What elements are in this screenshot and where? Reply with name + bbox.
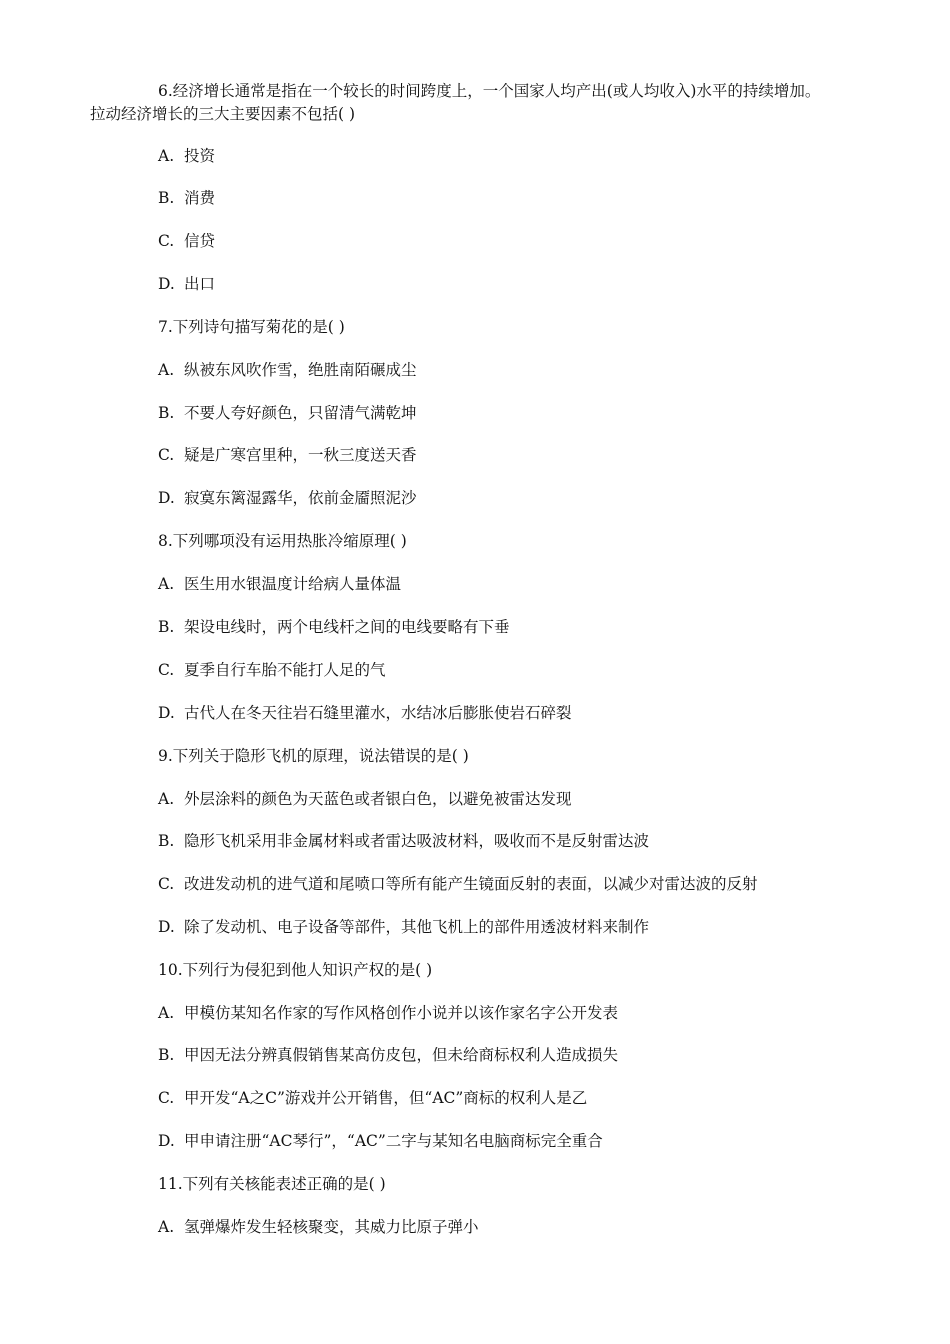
- option-text: 氢弹爆炸发生轻核聚变，其威力比原子弹小: [184, 1218, 479, 1236]
- option-letter: B.: [158, 189, 175, 207]
- option-text: 外层涂料的颜色为天蓝色或者银白色，以避免被雷达发现: [184, 790, 572, 808]
- question-6-stem-line2: 拉动经济增长的三大主要因素不包括( ): [90, 105, 356, 123]
- option-text: 改进发动机的进气道和尾喷口等所有能产生镜面反射的表面，以减少对雷达波的反射: [184, 875, 758, 893]
- option-text: 甲因无法分辨真假销售某高仿皮包，但未给商标权利人造成损失: [184, 1046, 619, 1064]
- option-letter: B.: [158, 618, 175, 636]
- question-7-option-b: [158, 402, 417, 424]
- option-letter: B.: [158, 1046, 175, 1064]
- option-letter: C.: [158, 875, 175, 893]
- option-text: 甲开发“A之C”游戏并公开销售，但“AC”商标的权利人是乙: [184, 1089, 588, 1107]
- option-text: 投资: [184, 147, 216, 165]
- option-text: 消费: [184, 189, 216, 207]
- question-9-option-b: [158, 830, 649, 852]
- option-letter: A.: [158, 1004, 175, 1022]
- option-text: 疑是广寒宫里种，一秋三度送天香: [184, 446, 417, 464]
- option-letter: D.: [158, 704, 175, 722]
- option-text: 甲申请注册“AC琴行”，“AC”二字与某知名电脑商标完全重合: [184, 1132, 603, 1150]
- question-7-option-d: [158, 487, 417, 509]
- option-text: 隐形飞机采用非金属材料或者雷达吸波材料，吸收而不是反射雷达波: [184, 832, 650, 850]
- option-text: 架设电线时，两个电线杆之间的电线要略有下垂: [184, 618, 510, 636]
- question-11-option-a: [158, 1216, 479, 1238]
- option-text: 纵被东风吹作雪，绝胜南陌碾成尘: [184, 361, 417, 379]
- question-8-stem: 8.下列哪项没有运用热胀冷缩原理( ): [158, 532, 407, 550]
- option-text: 医生用水银温度计给病人量体温: [184, 575, 402, 593]
- option-letter: A.: [158, 1218, 175, 1236]
- option-letter: A.: [158, 575, 175, 593]
- question-11-stem: 11.下列有关核能表述正确的是( ): [158, 1175, 386, 1193]
- question-8-option-b: [158, 616, 510, 638]
- question-10-stem: 10.下列行为侵犯到他人知识产权的是( ): [158, 961, 433, 979]
- option-letter: B.: [158, 832, 175, 850]
- question-6-option-a: [158, 145, 215, 167]
- option-letter: A.: [158, 361, 175, 379]
- option-text: 除了发动机、电子设备等部件，其他飞机上的部件用透波材料来制作: [184, 918, 650, 936]
- question-9-stem: 9.下列关于隐形飞机的原理，说法错误的是( ): [158, 747, 469, 765]
- question-9-option-a: [158, 788, 572, 810]
- option-text: 寂寞东篱湿露华，依前金靥照泥沙: [184, 489, 417, 507]
- option-text: 出口: [184, 275, 216, 293]
- question-6-option-b: [158, 187, 215, 209]
- option-letter: C.: [158, 661, 175, 679]
- question-7-option-c: [158, 444, 417, 466]
- question-7-option-a: [158, 359, 417, 381]
- question-8-option-d: [158, 702, 572, 724]
- option-text: 古代人在冬天往岩石缝里灌水，水结冰后膨胀使岩石碎裂: [184, 704, 572, 722]
- option-letter: D.: [158, 1132, 175, 1150]
- option-letter: C.: [158, 446, 175, 464]
- question-9-option-c: [158, 873, 758, 895]
- option-text: 夏季自行车胎不能打人足的气: [184, 661, 386, 679]
- option-letter: B.: [158, 404, 175, 422]
- question-6-option-d: [158, 273, 215, 295]
- option-text: 信贷: [184, 232, 216, 250]
- option-letter: C.: [158, 1089, 175, 1107]
- question-9-option-d: [158, 916, 649, 938]
- option-letter: A.: [158, 147, 175, 165]
- question-6-stem-line1: 6.经济增长通常是指在一个较长的时间跨度上，一个国家人均产出(或人均收入)水平的持续增加。: [158, 82, 821, 100]
- question-10-option-d: [158, 1130, 603, 1152]
- option-letter: D.: [158, 918, 175, 936]
- question-7-stem: 7.下列诗句描写菊花的是( ): [158, 318, 345, 336]
- option-letter: D.: [158, 275, 175, 293]
- option-text: 不要人夸好颜色，只留清气满乾坤: [184, 404, 417, 422]
- question-8-option-a: [158, 573, 401, 595]
- question-10-option-c: [158, 1087, 587, 1109]
- question-6-option-c: [158, 230, 215, 252]
- option-letter: A.: [158, 790, 175, 808]
- option-letter: D.: [158, 489, 175, 507]
- option-text: 甲模仿某知名作家的写作风格创作小说并以该作家名字公开发表: [184, 1004, 619, 1022]
- question-10-option-a: [158, 1002, 618, 1024]
- option-letter: C.: [158, 232, 175, 250]
- question-10-option-b: [158, 1044, 618, 1066]
- question-8-option-c: [158, 659, 386, 681]
